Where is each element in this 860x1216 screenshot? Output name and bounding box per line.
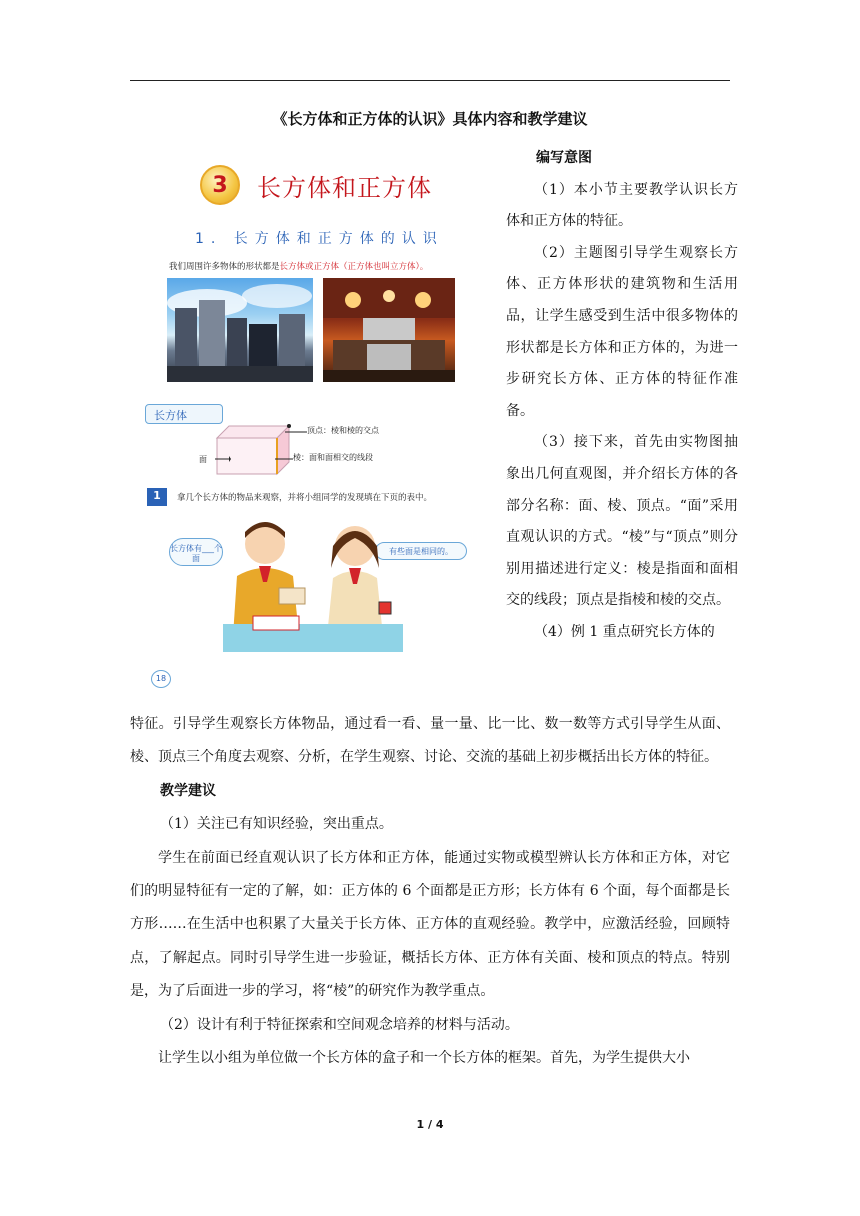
intent-paragraph-4-start: （4）例 1 重点研究长方体的 bbox=[534, 623, 715, 640]
header-rule bbox=[130, 80, 730, 81]
example-number-badge: 1 bbox=[147, 488, 167, 506]
section-heading-suggestions: 教学建议 bbox=[160, 782, 216, 799]
intro-prefix: 我们周围许多物体的形状都是 bbox=[169, 262, 280, 272]
page-footer: 1 / 4 bbox=[416, 1118, 444, 1131]
chapter-title: 长方体和正方体 bbox=[257, 174, 432, 202]
face-annotation: 面 bbox=[199, 455, 207, 464]
suggestion-item-1: （1）关注已有知识经验，突出重点。 bbox=[160, 816, 393, 833]
textbook-page-number: 18 bbox=[151, 670, 171, 688]
right-column-text bbox=[506, 143, 738, 649]
suggestion-item-2: （2）设计有利于特征探索和空间观念培养的材料与活动。 bbox=[160, 1016, 519, 1033]
textbook-page-image bbox=[135, 150, 490, 698]
edge-annotation: 棱：面和面相交的线段 bbox=[293, 453, 373, 462]
vertex-annotation: 顶点：棱和棱的交点 bbox=[307, 426, 379, 435]
body-text bbox=[130, 708, 730, 1075]
cuboid-label: 长方体 bbox=[145, 404, 223, 424]
children-illustration bbox=[223, 516, 403, 652]
boy-speech-bubble: 长方体有___个面 bbox=[169, 538, 223, 566]
city-buildings-photo bbox=[167, 278, 313, 382]
suggestion-paragraph-2: 让学生以小组为单位做一个长方体的盒子和一个长方体的框架。首先，为学生提供大小 bbox=[158, 1050, 690, 1067]
intro-sentence bbox=[169, 260, 428, 272]
section-title: 1. 长方体和正方体的认识 bbox=[195, 231, 444, 247]
intent-paragraph-1: （1）本小节主要教学认识长方体和正方体的特征。 bbox=[506, 181, 738, 230]
chapter-number-badge: 3 bbox=[200, 165, 240, 205]
suggestion-paragraph-1: 学生在前面已经直观认识了长方体和正方体，能通过实物或模型辨认长方体和正方体，对它们的明显特征有一定的了解，如：正方体的 6 个面都是正方形；长方体有 6 个面，每个面都是长方形……在生活中也积累了大量关于长方体、正方体的直观经验。教学中，应激活经验，回顾特点，了解起点。同时引导学生进一步验证，概括长方体、正方体有关面、棱和顶点的特点。特别是，为了后面进一步的学习，将“棱”的研究作为教学重点。 bbox=[130, 849, 730, 1000]
section-heading-intent: 编写意图 bbox=[536, 150, 592, 166]
face-arrow-icon bbox=[215, 456, 231, 462]
example-instruction: 拿几个长方体的物品来观察，并将小组同学的发现填在下页的表中。 bbox=[177, 493, 433, 503]
intent-paragraph-2: （2）主题图引导学生观察长方体、正方体形状的建筑物和生活用品，让学生感受到生活中很多物体的形状都是长方体和正方体的，为进一步研究长方体、正方体的特征作准备。 bbox=[506, 244, 738, 419]
girl-speech-bubble: 有些面是相同的。 bbox=[375, 542, 467, 560]
vertex-pointer-icon bbox=[285, 429, 307, 435]
edge-pointer-icon bbox=[275, 456, 293, 462]
intent-paragraph-3: （3）接下来，首先由实物图抽象出几何直观图，并介绍长方体的各部分名称：面、棱、顶点。“面”采用直观认识的方式。“棱”与“顶点”则分别用描述进行定义：棱是指面和面相交的线段；顶点是指棱和棱的交点。 bbox=[506, 434, 738, 609]
document-title: 《长方体和正方体的认识》具体内容和教学建议 bbox=[272, 110, 588, 128]
intent-paragraph-4-rest: 特征。引导学生观察长方体物品，通过看一看、量一量、比一比、数一数等方式引导学生从面、棱、顶点三个角度去观察、分析，在学生观察、讨论、交流的基础上初步概括出长方体的特征。 bbox=[130, 716, 730, 766]
kitchen-photo bbox=[323, 278, 455, 382]
intro-highlight: 长方体或正方体（正方体也叫立方体）。 bbox=[279, 262, 429, 272]
